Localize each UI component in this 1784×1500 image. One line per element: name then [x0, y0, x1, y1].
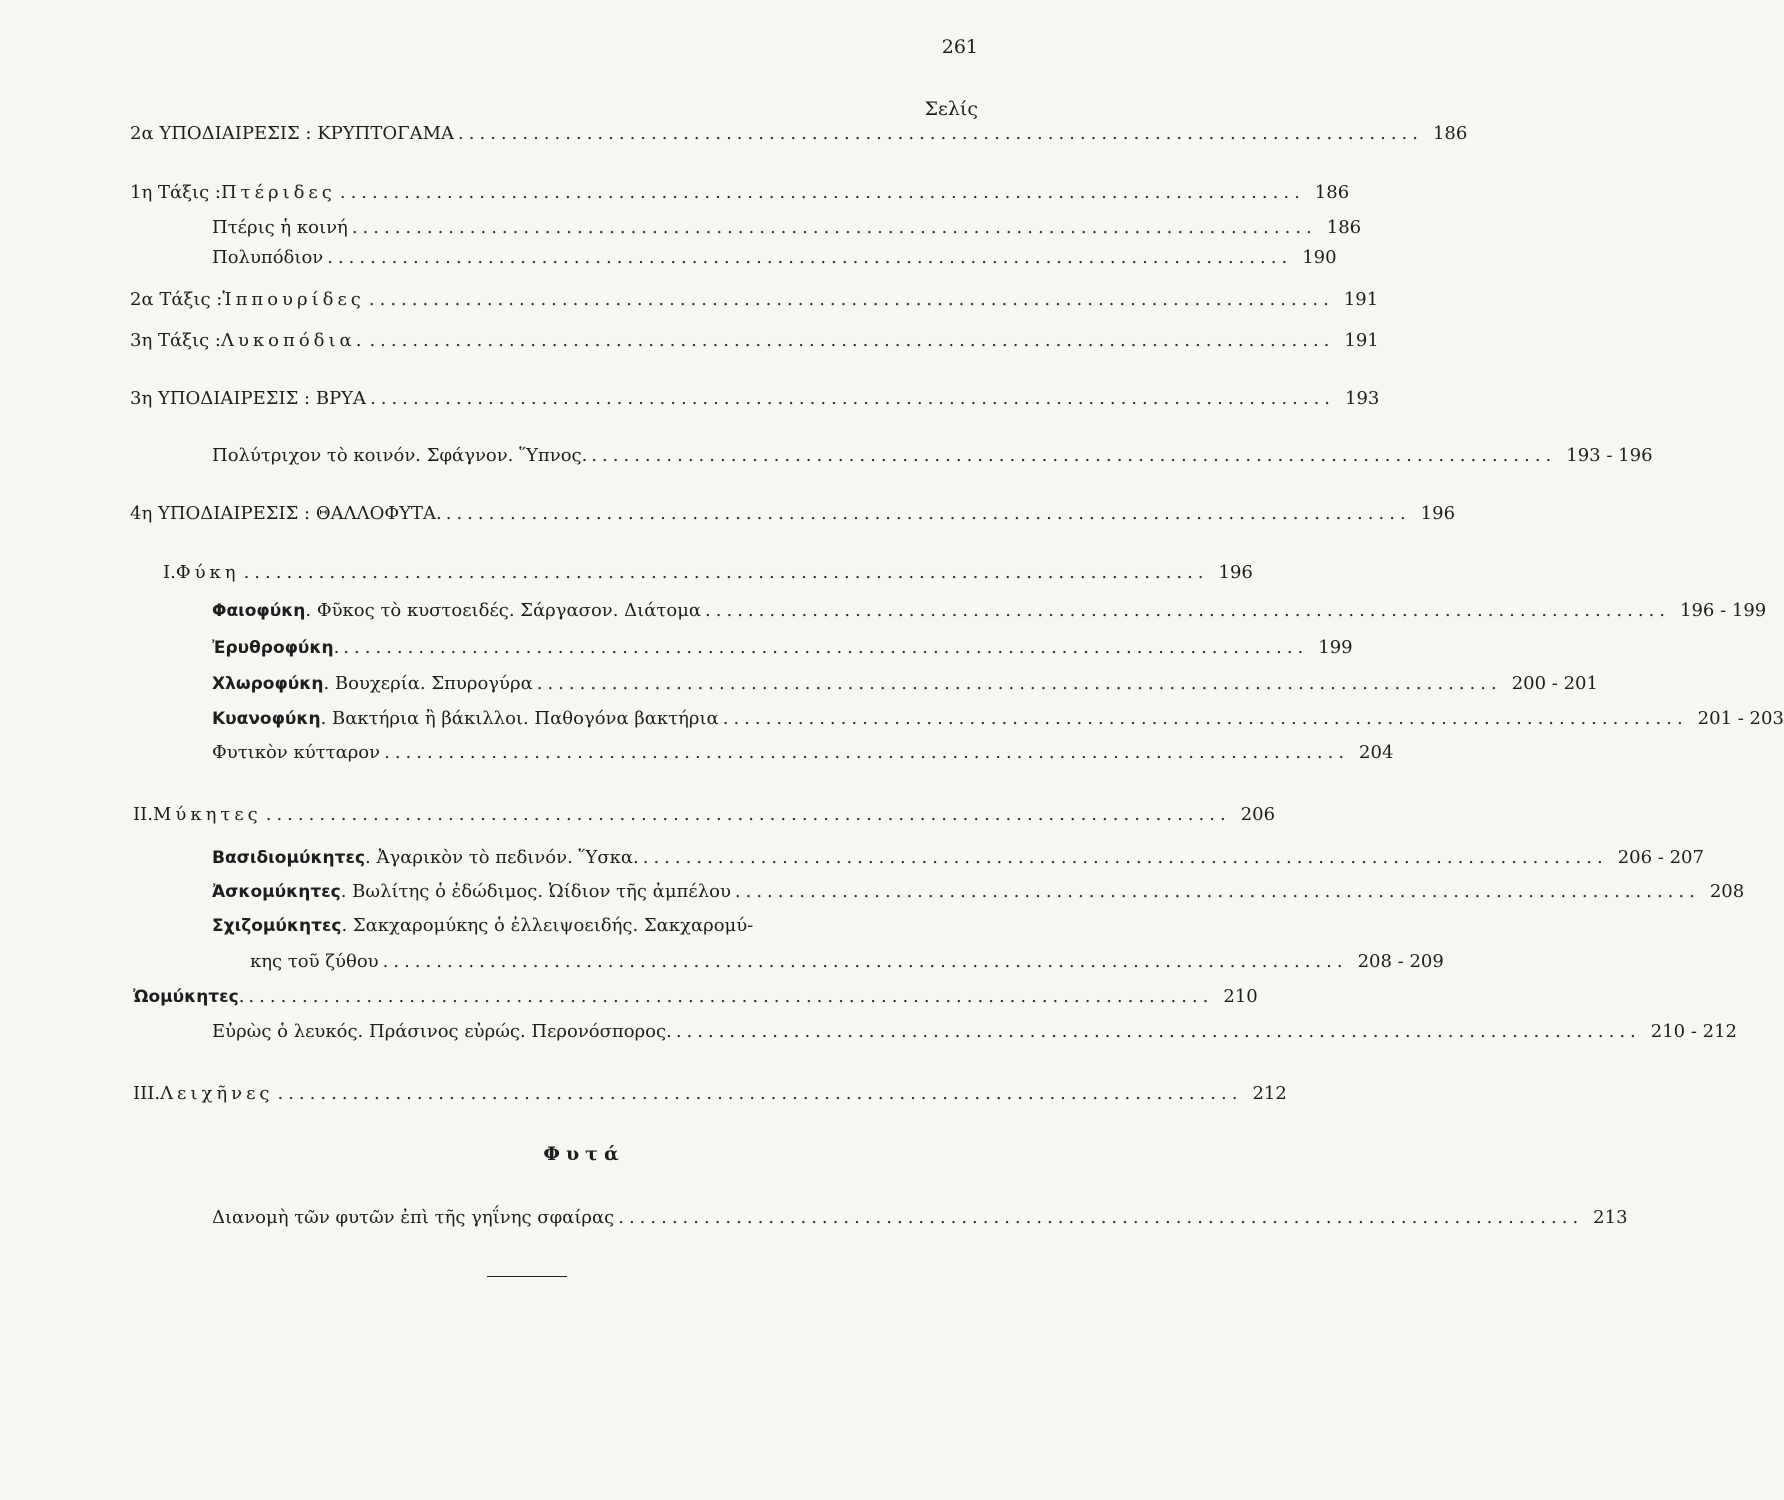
toc-entry-label: Φύκη [175, 562, 240, 583]
toc-entry-page: 193 - 196 [1566, 445, 1653, 466]
leader-dots: .......................................................................................... [370, 388, 1336, 409]
leader-dots: .......................................................................................... [343, 637, 1309, 658]
toc-entry[interactable] [212, 1206, 1628, 1230]
toc-entry[interactable] [212, 216, 1362, 240]
toc-entry-label: Λυκοπόδια. [220, 330, 366, 351]
toc-entry-label: Λειχῆνες [160, 1083, 274, 1104]
toc-entry[interactable] [212, 1020, 1738, 1044]
leader-dots: .......................................................................................... [369, 330, 1335, 351]
toc-entry[interactable] [250, 950, 1444, 974]
toc-entry[interactable] [130, 329, 1379, 353]
toc-entry[interactable] [212, 846, 1704, 870]
leader-dots: .......................................................................................... [458, 123, 1423, 144]
leader-dots: .......................................................................................... [734, 881, 1700, 902]
leader-dots: .......................................................................................... [327, 247, 1293, 268]
leader-dots: .......................................................................................... [705, 600, 1670, 621]
toc-entry-page: 186 [1326, 217, 1362, 238]
toc-entry-label: 4η ΥΠΟΔΙΑΙΡΕΣΙΣ : ΘΑΛΛΟΦΥΤΑ. [130, 503, 442, 524]
toc-entry-label: Εὐρὼς ὁ λευκός. Πράσινος εὐρώς. Περονόσπορος. [212, 1021, 672, 1042]
toc-entry-label: κης τοῦ ζύθου [250, 951, 379, 972]
toc-entry-label: . Βωλίτης ὁ ἐδώδιμος. Ὠίδιον τῆς ἀμπέλου [340, 881, 731, 902]
toc-entry[interactable] [130, 387, 1380, 411]
toc-entry-label: Πτέρις ἡ κοινή [212, 217, 348, 238]
toc-entry-bold: Φαιοφύκη [212, 601, 306, 621]
toc-entry-bold: Ὠομύκητες [133, 987, 239, 1007]
leader-dots: .......................................................................................... [445, 503, 1411, 524]
toc-entry-label: . Σακχαρομύκης ὁ ἐλλειψοειδής. Σακχαρομύ- [341, 915, 754, 936]
toc-entry[interactable] [130, 288, 1379, 312]
end-rule [487, 1276, 567, 1277]
toc-entry[interactable] [212, 707, 1784, 731]
toc-entry-page: 208 [1709, 881, 1745, 902]
toc-entry-page: 210 - 212 [1650, 1021, 1738, 1042]
leader-dots: .......................................................................................... [351, 217, 1317, 238]
toc-entry-label: Διανομὴ τῶν φυτῶν ἐπὶ τῆς γηΐνης σφαίρας [212, 1207, 615, 1228]
toc-entry-label: Πολύτριχον τὸ κοινόν. Σφάγνον. Ὕπνος. [212, 445, 588, 466]
leader-dots: .......................................................................................... [384, 742, 1350, 763]
toc-entry-label: . Ἀγαρικὸν τὸ πεδινόν. Ὕσκα. [365, 847, 639, 868]
toc-entry-page: 196 [1420, 503, 1456, 524]
toc-entry-label: . Βακτήρια ἢ βάκιλλοι. Παθογόνα βακτήρια [320, 708, 719, 729]
toc-entry-label: Πολυπόδιον [212, 247, 324, 268]
toc-entry-page: 191 [1344, 330, 1379, 351]
toc-entry[interactable] [133, 803, 1276, 827]
toc-entry[interactable] [133, 1082, 1287, 1106]
leader-dots: .......................................................................................... [368, 289, 1334, 310]
toc-entry-prefix: 2α Τάξις : [130, 289, 223, 310]
toc-entry[interactable] [212, 636, 1353, 660]
toc-entry-page: 204 [1359, 742, 1394, 763]
toc-entry-page: 190 [1302, 247, 1337, 268]
leader-dots: .......................................................................................... [591, 445, 1557, 466]
toc-entry[interactable] [212, 672, 1598, 696]
leader-dots: .......................................................................................... [382, 951, 1348, 972]
leader-dots: .......................................................................................... [339, 182, 1305, 203]
toc-entry-page: 213 [1593, 1207, 1628, 1228]
toc-entry-label: Ἱππουρίδες [222, 289, 365, 310]
leader-dots: .......................................................................................... [536, 673, 1502, 694]
toc-entry-page: 196 - 199 [1680, 600, 1767, 621]
toc-entry-label: Μύκητες [152, 804, 262, 825]
toc-entry[interactable] [130, 181, 1350, 205]
toc-entry-bold: Βασιδιομύκητες [212, 848, 366, 868]
toc-entry-prefix: 1η Τάξις : [130, 182, 221, 203]
toc-entry-page: 210 [1223, 986, 1258, 1007]
toc-entry-page: 193 [1345, 388, 1380, 409]
toc-entry-page: 196 [1218, 562, 1253, 583]
section-title: Φυτά [543, 1143, 625, 1165]
leader-dots: .......................................................................................... [675, 1021, 1641, 1042]
page-number: 261 [941, 36, 978, 58]
toc-entry-label: 3η ΥΠΟΔΙΑΙΡΕΣΙΣ : ΒΡΥΑ [130, 388, 367, 409]
leader-dots: .......................................................................................... [265, 804, 1231, 825]
leader-dots: .......................................................................................... [248, 986, 1214, 1007]
page-column-header: Σελίς [924, 98, 978, 120]
leader-dots: .......................................................................................... [642, 847, 1608, 868]
toc-entry[interactable] [212, 444, 1653, 468]
toc-entry-prefix: III. [133, 1083, 161, 1104]
toc-entry-page: 206 - 207 [1617, 847, 1704, 868]
toc-entry-prefix: II. [133, 804, 153, 825]
toc-entry-label: 2α ΥΠΟΔΙΑΙΡΕΣΙΣ : ΚΡΥΠΤΟΓΑΜΑ [130, 123, 455, 144]
toc-entry-page: 199 [1318, 637, 1353, 658]
toc-entry-label: Φυτικὸν κύτταρον [212, 742, 381, 763]
leader-dots: .......................................................................................... [722, 708, 1688, 729]
toc-entry[interactable] [130, 502, 1456, 526]
toc-entry-bold: Ἐρυθροφύκη [212, 638, 334, 658]
toc-entry-page: 186 [1314, 182, 1350, 203]
toc-entry[interactable] [212, 246, 1337, 270]
toc-entry-page: 212 [1252, 1083, 1287, 1104]
toc-entry[interactable] [163, 561, 1253, 585]
toc-entry[interactable] [212, 599, 1767, 623]
toc-entry-prefix: 3η Τάξις : [130, 330, 221, 351]
toc-entry[interactable] [133, 985, 1258, 1009]
leader-dots: .......................................................................................... [277, 1083, 1243, 1104]
toc-entry-label: . Φῦκος τὸ κυστοειδές. Σάργασον. Διάτομα [305, 600, 702, 621]
toc-entry[interactable] [212, 741, 1394, 765]
toc-entry-label: . Βουχερία. Σπυρογύρα [323, 673, 533, 694]
toc-entry[interactable] [130, 122, 1468, 146]
toc-entry-page: 200 - 201 [1511, 673, 1598, 694]
toc-entry-bold: Ἀσκομύκητες [212, 882, 341, 902]
toc-entry-page: 206 [1240, 804, 1276, 825]
leader-dots: .......................................................................................... [243, 562, 1209, 583]
toc-entry-page: 191 [1343, 289, 1379, 310]
toc-entry-bold: Κυανοφύκη [212, 709, 321, 729]
toc-entry-prefix: I. [163, 562, 176, 583]
leader-dots: .......................................................................................... [618, 1207, 1584, 1228]
toc-entry-bold: Σχιζομύκητες [212, 916, 342, 936]
toc-entry-page: 208 - 209 [1357, 951, 1444, 972]
toc-entry[interactable] [212, 880, 1745, 904]
toc-entry-page: 186 [1432, 123, 1468, 144]
toc-entry[interactable] [212, 914, 753, 938]
toc-entry-bold: Χλωροφύκη [212, 674, 324, 694]
toc-entry-label: . [238, 986, 245, 1007]
toc-entry-label: Πτέριδες [220, 182, 336, 203]
toc-entry-label: . [333, 637, 340, 658]
toc-entry-page: 201 - 203 [1697, 708, 1784, 729]
